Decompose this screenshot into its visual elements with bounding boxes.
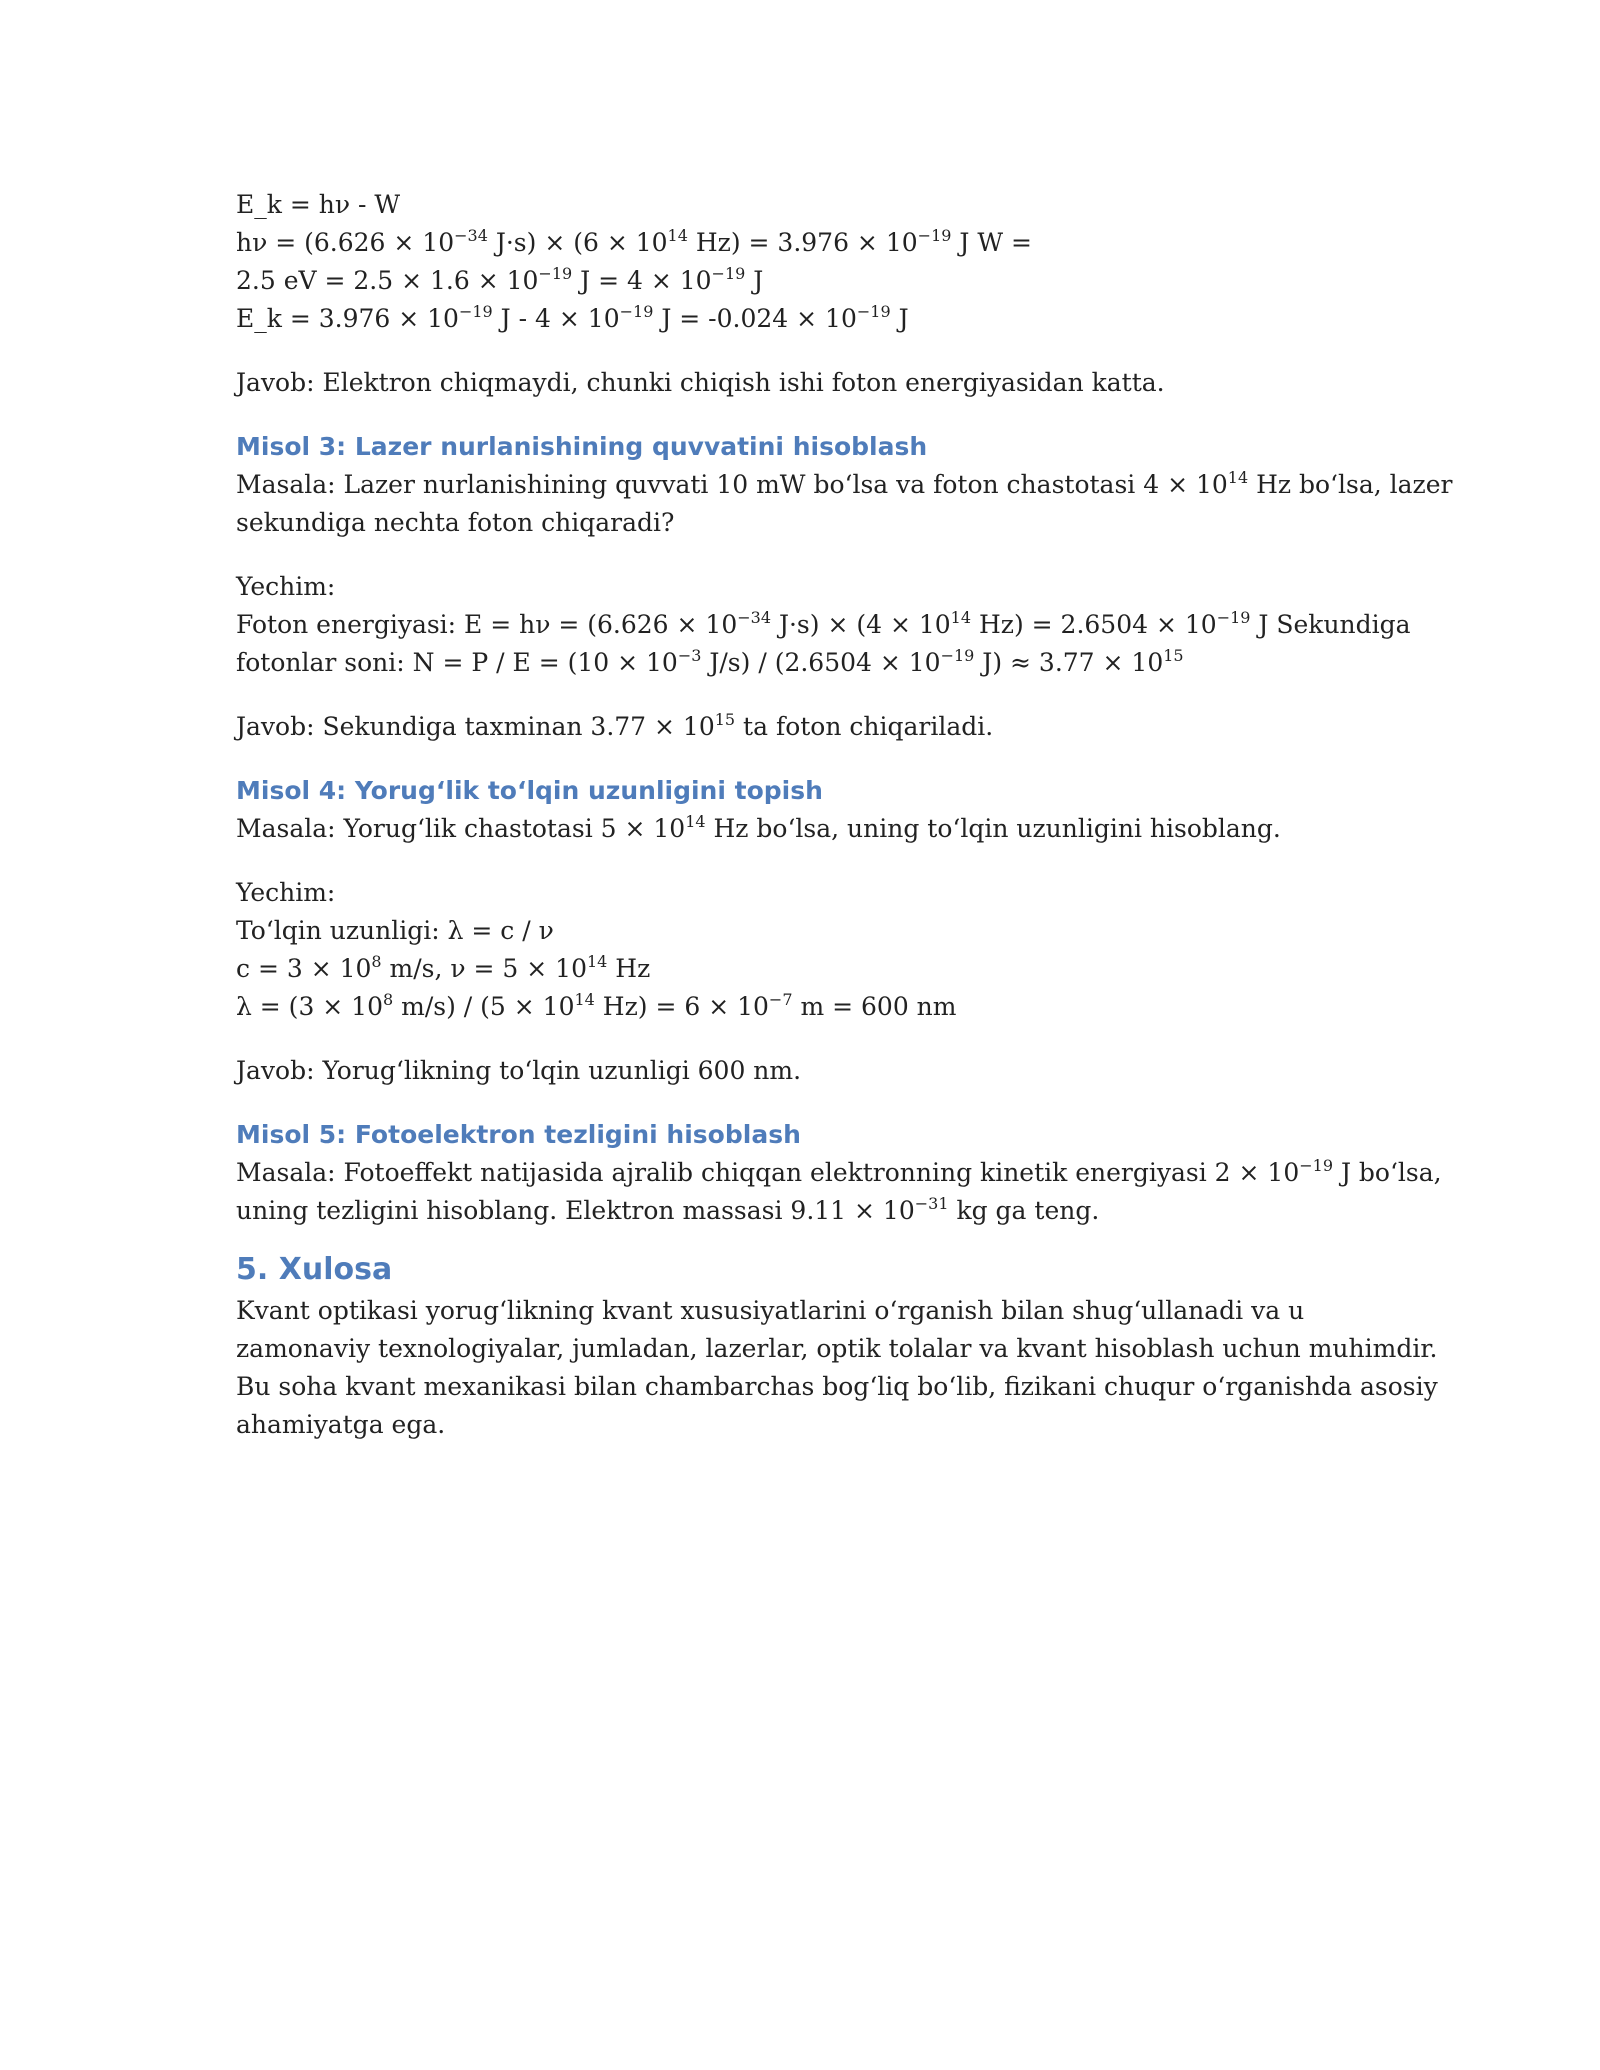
- example-3: [236, 428, 1453, 746]
- answer-text: Javob: Yorug‘likning to‘lqin uzunligi 600 nm.: [236, 1056, 802, 1085]
- solution-line: Foton energiyasi: $E = h\nu = (6.626 \times 10^{-34}$ $J\cdot s) \times (4 \times 10^{14}$ $Hz) = 2.6504 \times 10^{-19}$ J Sekundiga: [236, 608, 1411, 639]
- document-body: [236, 186, 1453, 1444]
- solution-line: fotonlar soni: $N = P / E = (10 \times 10^{-3}$ $J/s) / (2.6504 \times 10^{-19}$ $J) \approx 3.77 \times 10^{15}$: [236, 646, 1184, 677]
- example-3-heading: Misol 3: Lazer nurlanishining quvvatini hisoblash: [236, 432, 928, 461]
- formula-line: $h\nu = (6.626 \times 10^{-34}$ $J\cdot s) \times (6 \times 10^{14}$ $Hz) = 3.976 \times 10^{-19}$ J W =: [236, 226, 1032, 257]
- problem-text: sekundiga nechta foton chiqaradi?: [236, 508, 675, 537]
- paragraph-line: Kvant optikasi yorug‘likning kvant xususiyatlarini o‘rganish bilan shug‘ullanadi va u: [236, 1296, 1305, 1325]
- formula-line: 2.5 eV = $2.5 \times 1.6 \times 10^{-19}$ $J = 4 \times 10^{-19}$ J: [236, 264, 764, 295]
- answer-text: Javob: Elektron chiqmaydi, chunki chiqish ishi foton energiyasidan katta.: [236, 368, 1165, 397]
- problem-text: uning tezligini hisoblang. Elektron massasi $9.11 \times 10^{-31}$ kg ga teng.: [236, 1194, 1100, 1225]
- solution-line: $c = 3 \times 10^8$ m/s, $\nu = 5 \times 10^{14}$ Hz: [236, 952, 651, 983]
- paragraph-line: zamonaviy texnologiyalar, jumladan, lazerlar, optik tolalar va kvant hisoblash uchun muhimdir.: [236, 1334, 1438, 1363]
- solution-label: Yechim:: [236, 572, 336, 601]
- problem-text: Masala: Fotoeffekt natijasida ajralib chiqqan elektronning kinetik energiyasi $2 \times 10^{-19}$ J bo‘lsa,: [236, 1156, 1442, 1187]
- problem-text: Masala: Yorug‘lik chastotasi $5 \times 10^{14}$ Hz bo‘lsa, uning to‘lqin uzunligini hisoblang.: [236, 812, 1281, 843]
- solution-line: To‘lqin uzunligi: λ = c / ν: [236, 916, 554, 945]
- section-heading: 5. Xulosa: [236, 1252, 393, 1287]
- paragraph-line: ahamiyatga ega.: [236, 1410, 446, 1439]
- example-4-heading: Misol 4: Yorug‘lik to‘lqin uzunligini topish: [236, 776, 823, 805]
- calc-block-example-2: [236, 186, 1386, 402]
- problem-text: Masala: Lazer nurlanishining quvvati 10 mW bo‘lsa va foton chastotasi $4 \times 10^{14}$ Hz bo‘lsa, lazer: [236, 468, 1453, 499]
- example-5-heading: Misol 5: Fotoelektron tezligini hisoblash: [236, 1120, 801, 1149]
- example-4: [236, 772, 1386, 1090]
- example-5: [236, 1116, 1442, 1230]
- solution-label: Yechim:: [236, 878, 336, 907]
- formula-line: E_k = hν - W: [236, 190, 401, 219]
- paragraph-line: Bu soha kvant mexanikasi bilan chambarchas bog‘liq bo‘lib, fizikani chuqur o‘rganishda asosiy: [236, 1372, 1438, 1401]
- answer-text: Javob: Sekundiga taxminan $3.77 \times 10^{15}$ ta foton chiqariladi.: [236, 710, 994, 741]
- formula-line: E_k = $3.976 \times 10^{-19}$ $J - 4 \times 10^{-19}$ $J = -0.024 \times 10^{-19}$ J: [236, 302, 909, 333]
- section-conclusion: [236, 1248, 1438, 1444]
- solution-line: $\lambda = (3 \times 10^8$ $m/s) / (5 \times 10^{14}$ $Hz) = 6 \times 10^{-7}$ m = 600 nm: [236, 990, 957, 1021]
